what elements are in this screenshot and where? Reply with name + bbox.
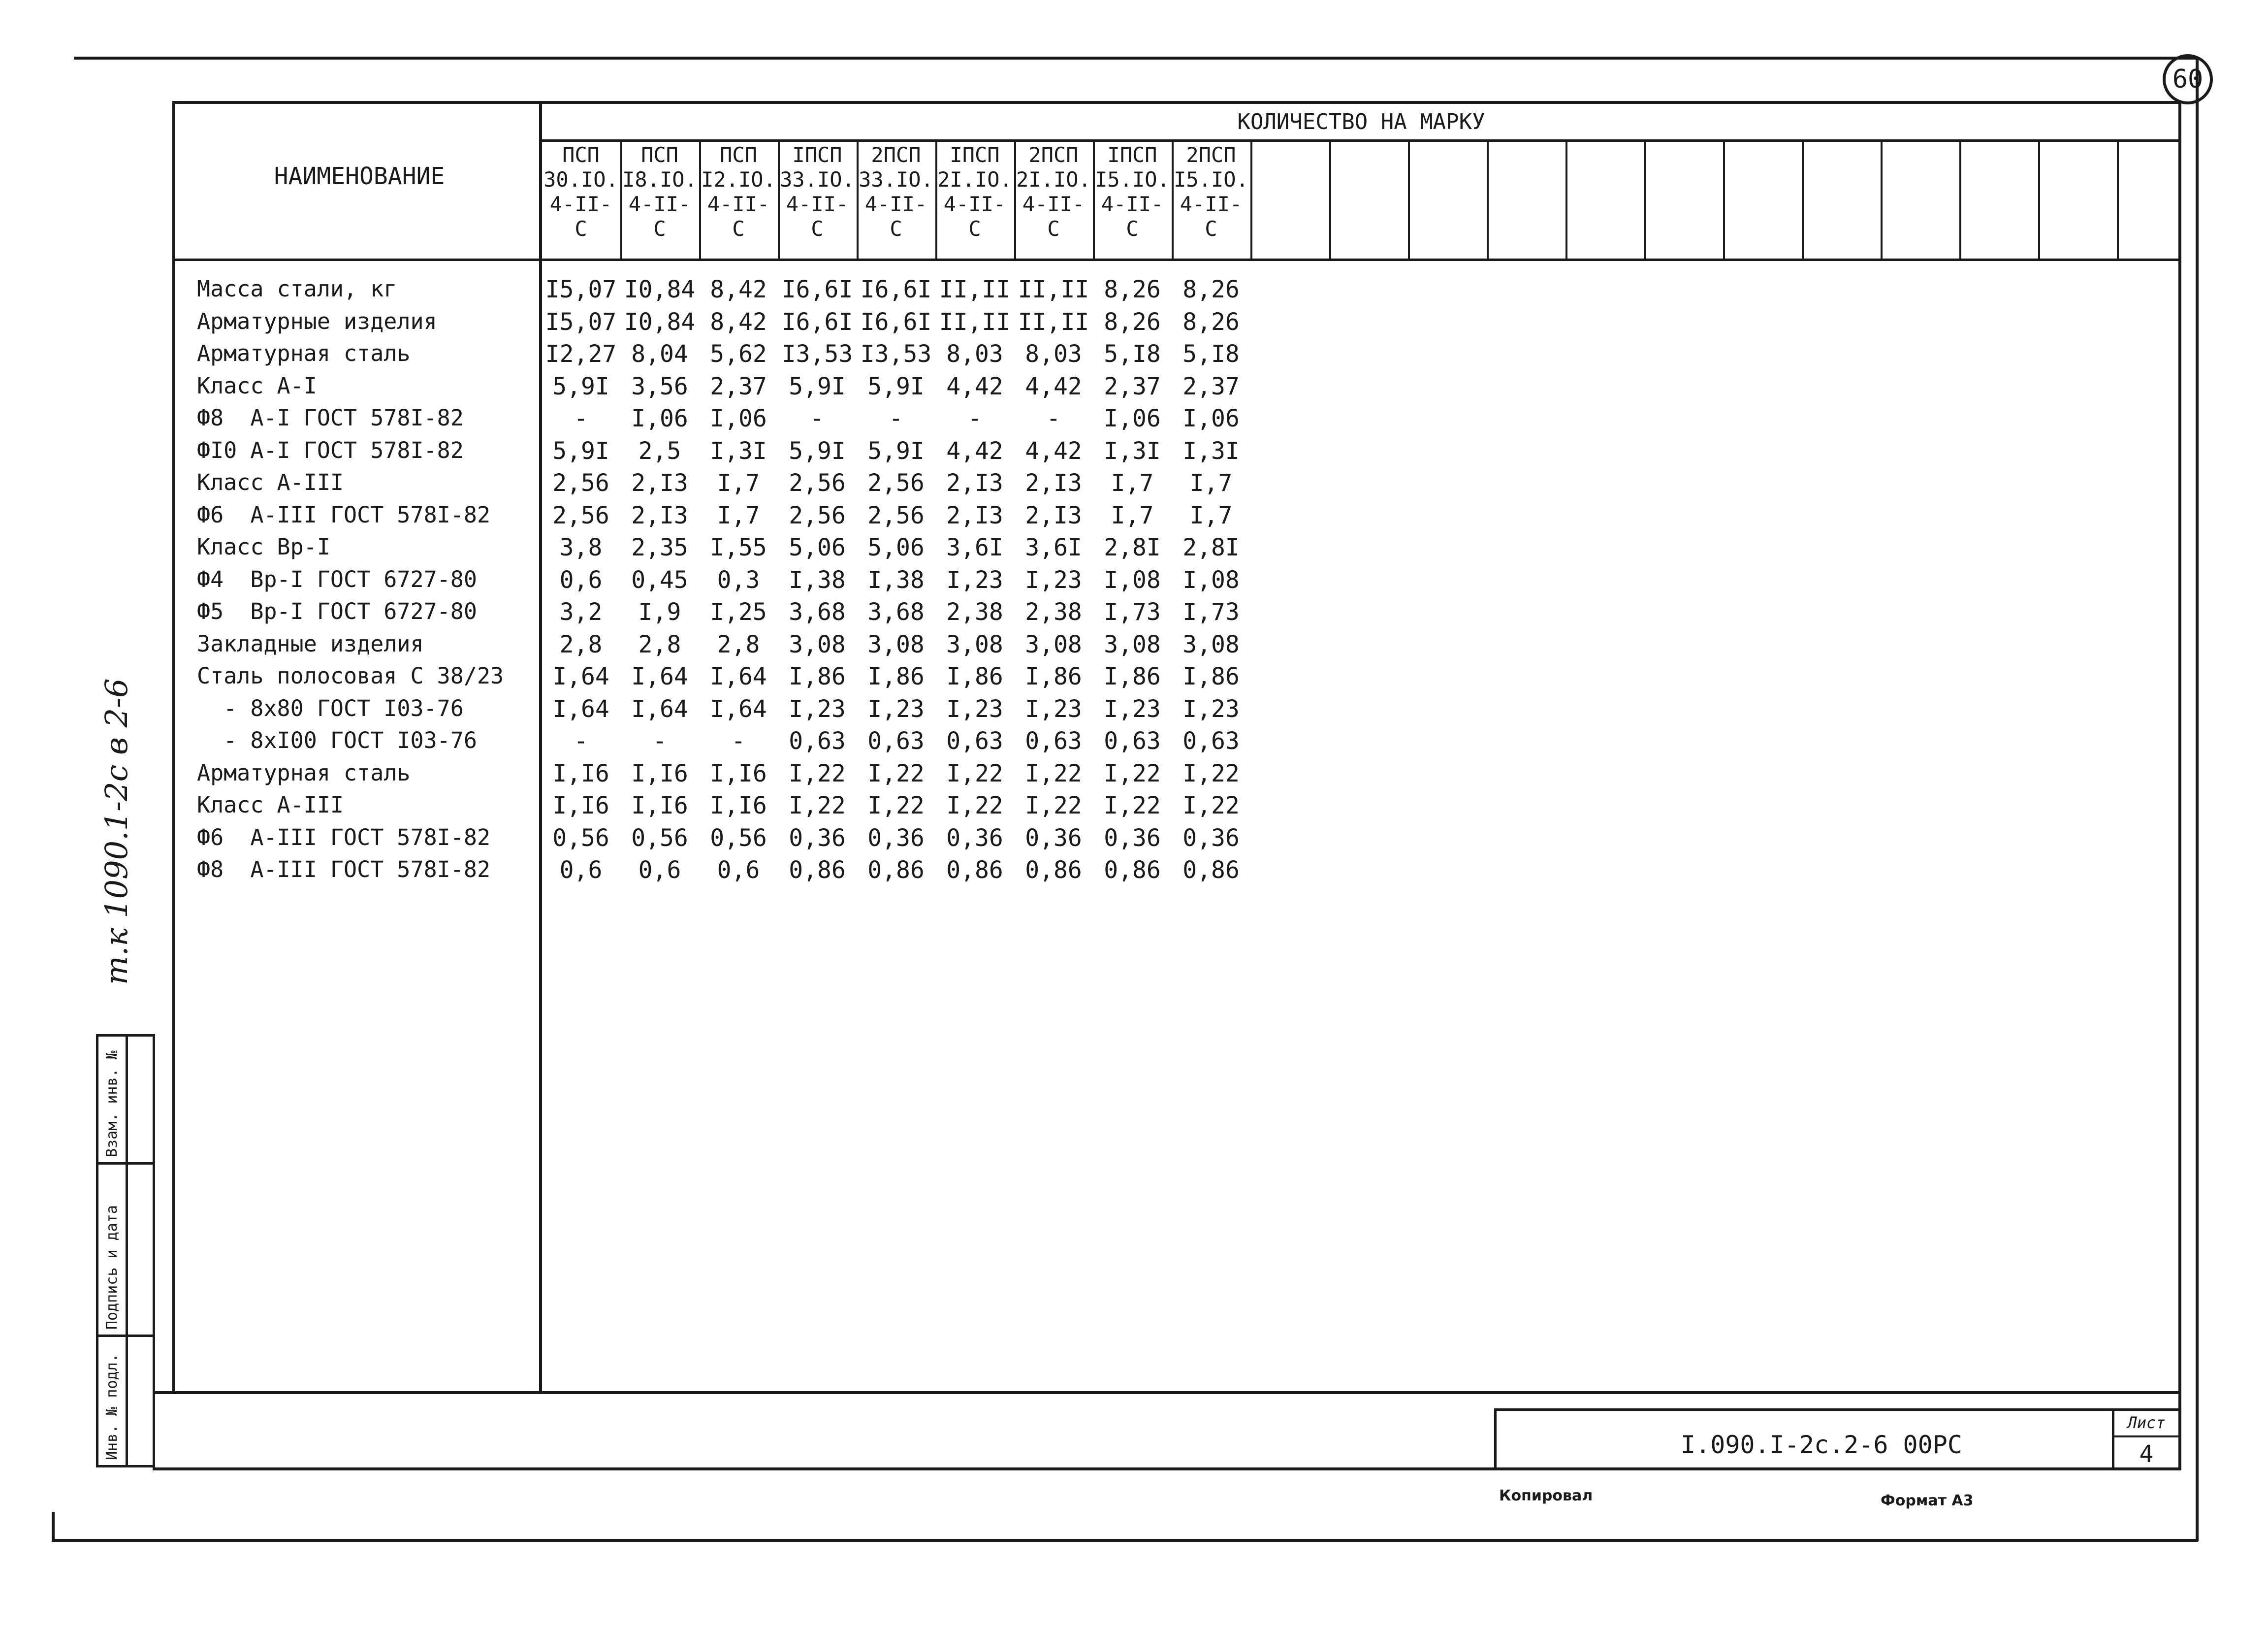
table-cell: 5,06 — [867, 534, 925, 561]
table-cell: 0,86 — [1104, 856, 1161, 884]
table-cell: 2,8 — [638, 630, 681, 658]
table-cell: I,I6 — [552, 759, 609, 787]
table-cell: I5,07 — [545, 308, 617, 336]
column-header — [1014, 143, 1093, 241]
document-designation: I.090.I-2с.2-6 00РС — [1681, 1431, 1962, 1459]
table-cell: 2,I3 — [946, 501, 1003, 529]
table-cell: 4,42 — [946, 437, 1003, 465]
column-header-line: I5.IO. — [1174, 167, 1248, 192]
column-divider — [1565, 139, 1567, 261]
sheet-cell-mid — [2112, 1435, 2181, 1437]
row-label: - 8xI00 ГОСТ I03-76 — [197, 727, 477, 753]
table-cell: I,22 — [946, 759, 1003, 787]
row-label: Арматурные изделия — [197, 308, 437, 334]
table-cell: - — [810, 405, 825, 432]
row-label: Ф4 Вр-I ГОСТ 6727-80 — [197, 566, 477, 592]
table-cell: I,22 — [1104, 792, 1161, 819]
column-header-line: 2I.IO. — [937, 167, 1012, 192]
table-cell: I,3I — [710, 437, 767, 465]
column-header-line: 4-II- — [1101, 192, 1164, 216]
table-cell: I,I6 — [631, 792, 688, 819]
table-cell: I,38 — [867, 566, 925, 594]
table-cell: I0,84 — [624, 308, 696, 336]
table-cell: 0,63 — [1104, 727, 1161, 755]
column-header-line: C — [1205, 217, 1217, 241]
table-cell: 0,36 — [1104, 824, 1161, 852]
column-header-line: C — [575, 217, 587, 241]
column-header-line: ПСП — [562, 143, 600, 167]
table-cell: 0,63 — [1025, 727, 1082, 755]
row-label: Ф8 A-III ГОСТ 578I-82 — [197, 856, 491, 882]
table-cell: 0,36 — [867, 824, 925, 852]
table-cell: 8,26 — [1104, 276, 1161, 303]
table-cell: I,25 — [710, 598, 767, 626]
table-cell: 3,08 — [1104, 630, 1161, 658]
outer-frame-left — [52, 1512, 55, 1541]
stamp-inventory-original: Инв. № подл. — [103, 1353, 121, 1460]
table-cell: I,06 — [1104, 405, 1161, 432]
table-cell: - — [652, 727, 667, 755]
table-cell: I,22 — [789, 792, 846, 819]
table-cell: 2,8 — [559, 630, 603, 658]
column-divider — [2038, 139, 2040, 261]
frame-bottom — [153, 1467, 2181, 1470]
row-label: Ф6 A-III ГОСТ 578I-82 — [197, 824, 491, 850]
table-cell: - — [1046, 405, 1061, 432]
table-cell: - — [574, 727, 588, 755]
stamp-col-mid — [126, 1034, 128, 1467]
table-cell: 2,8I — [1104, 534, 1161, 561]
table-cell: I,64 — [710, 663, 767, 690]
table-cell: 5,9I — [552, 372, 609, 400]
table-cell: 8,42 — [710, 276, 767, 303]
table-cell: I,22 — [789, 759, 846, 787]
side-document-code: т.к 1090.1-2с в 2-6 — [98, 678, 134, 985]
column-header-line: 4-II- — [1180, 192, 1243, 216]
sheet-value: 4 — [2139, 1440, 2154, 1468]
table-cell: 0,36 — [1025, 824, 1082, 852]
sheet-number-badge: 60 — [2163, 54, 2213, 104]
row-label: Ф8 A-I ГОСТ 578I-82 — [197, 405, 464, 431]
column-divider — [1959, 139, 1961, 261]
table-cell: I,23 — [789, 695, 846, 723]
sheet-label: Лист — [2127, 1413, 2166, 1432]
column-header-line: IПСП — [950, 143, 1000, 167]
table-cell: 0,6 — [559, 856, 603, 884]
inner-frame-right — [2178, 101, 2181, 1470]
table-cell: 2,I3 — [946, 469, 1003, 497]
table-cell: I6,6I — [781, 308, 853, 336]
table-cell: 2,56 — [552, 469, 609, 497]
table-cell: 5,9I — [789, 437, 846, 465]
table-cell: 5,9I — [552, 437, 609, 465]
table-cell: 2,8I — [1182, 534, 1240, 561]
stamp-sep-2 — [96, 1335, 155, 1337]
stamp-col-right — [153, 1034, 155, 1467]
table-cell: I,08 — [1104, 566, 1161, 594]
row-label: Арматурная сталь — [197, 759, 411, 786]
column-divider — [1408, 139, 1410, 261]
row-label: - 8x80 ГОСТ I03-76 — [197, 695, 464, 721]
table-cell: - — [574, 405, 588, 432]
table-cell: I,06 — [1182, 405, 1240, 432]
table-cell: 3,56 — [631, 372, 688, 400]
table-cell: 3,8 — [559, 534, 603, 561]
column-header-line: C — [1047, 217, 1060, 241]
table-cell: 2,38 — [946, 598, 1003, 626]
table-cell: I,3I — [1104, 437, 1161, 465]
table-cell: 5,9I — [867, 437, 925, 465]
column-header-line: C — [968, 217, 981, 241]
table-cell: 2,56 — [789, 469, 846, 497]
column-header-line: 4-II- — [943, 192, 1006, 216]
table-cell: 0,86 — [867, 856, 925, 884]
table-cell: 5,9I — [867, 372, 925, 400]
table-cell: 8,04 — [631, 340, 688, 368]
table-cell: I,22 — [1025, 792, 1082, 819]
table-cell: 2,38 — [1025, 598, 1082, 626]
title-block-top — [1494, 1408, 2181, 1411]
table-cell: 3,2 — [559, 598, 603, 626]
table-cell: 5,I8 — [1182, 340, 1240, 368]
column-header-line: I8.IO. — [622, 167, 697, 192]
table-cell: I,23 — [1182, 695, 1240, 723]
table-cell: 3,08 — [867, 630, 925, 658]
table-cell: I2,27 — [545, 340, 617, 368]
table-cell: I,22 — [1104, 759, 1161, 787]
table-cell: I,22 — [867, 759, 925, 787]
table-cell: 0,63 — [789, 727, 846, 755]
table-cell: 5,06 — [789, 534, 846, 561]
footer-format: Формат А3 — [1881, 1492, 1974, 1509]
table-cell: 2,I3 — [1025, 501, 1082, 529]
column-header-line: 4-II- — [786, 192, 849, 216]
table-cell: I,I6 — [710, 759, 767, 787]
inner-frame-left — [172, 101, 175, 1391]
table-cell: I,I6 — [710, 792, 767, 819]
column-header-line: C — [811, 217, 824, 241]
table-cell: I,I6 — [631, 759, 688, 787]
table-cell: I,23 — [1104, 695, 1161, 723]
table-cell: 3,08 — [789, 630, 846, 658]
table-cell: - — [889, 405, 903, 432]
table-cell: 2,37 — [710, 372, 767, 400]
table-cell: II,II — [1018, 276, 1089, 303]
table-cell: 4,42 — [1025, 437, 1082, 465]
column-divider — [1329, 139, 1331, 261]
table-cell: I3,53 — [860, 340, 932, 368]
column-divider — [1487, 139, 1489, 261]
row-label: Ф5 Вр-I ГОСТ 6727-80 — [197, 598, 477, 624]
table-cell: I,7 — [717, 469, 760, 497]
table-cell: I,64 — [552, 695, 609, 723]
table-cell: 3,08 — [946, 630, 1003, 658]
table-cell: I,86 — [1182, 663, 1240, 690]
table-cell: 0,56 — [710, 824, 767, 852]
table-cell: I,7 — [1189, 501, 1233, 529]
table-cell: I,9 — [638, 598, 681, 626]
column-divider — [1644, 139, 1646, 261]
table-cell: 0,86 — [1182, 856, 1240, 884]
header-bottom — [172, 259, 2181, 261]
table-cell: I3,53 — [781, 340, 853, 368]
table-cell: I5,07 — [545, 276, 617, 303]
table-cell: I,86 — [867, 663, 925, 690]
table-cell: 0,56 — [631, 824, 688, 852]
table-cell: I,06 — [710, 405, 767, 432]
table-cell: - — [731, 727, 746, 755]
row-label: Ф6 A-III ГОСТ 578I-82 — [197, 501, 491, 528]
table-cell: 2,I3 — [631, 469, 688, 497]
table-cell: 5,I8 — [1104, 340, 1161, 368]
table-cell: 8,26 — [1104, 308, 1161, 336]
table-cell: 2,I3 — [631, 501, 688, 529]
table-cell: I,06 — [631, 405, 688, 432]
table-cell: 0,86 — [1025, 856, 1082, 884]
column-header-line: I2.IO. — [701, 167, 776, 192]
table-cell: I,55 — [710, 534, 767, 561]
outer-frame-right — [2196, 57, 2199, 1541]
column-header-line: ПСП — [641, 143, 678, 167]
table-cell: I0,84 — [624, 276, 696, 303]
title-block-left — [1494, 1408, 1497, 1470]
outer-frame-bottom — [52, 1539, 2198, 1542]
column-header-line: IПСП — [792, 143, 842, 167]
column-header-line: 4-II- — [1022, 192, 1085, 216]
column-header-line: 4-II- — [707, 192, 770, 216]
column-header — [699, 143, 778, 241]
table-cell: 0,36 — [789, 824, 846, 852]
table-cell: I,38 — [789, 566, 846, 594]
table-cell: I,7 — [1111, 469, 1154, 497]
table-cell: 2,I3 — [1025, 469, 1082, 497]
column-header — [1172, 143, 1250, 241]
table-cell: 0,63 — [1182, 727, 1240, 755]
inner-frame-top — [172, 101, 2181, 104]
column-header-line: 4-II- — [628, 192, 691, 216]
table-cell: I,22 — [946, 792, 1003, 819]
table-cell: 0,86 — [789, 856, 846, 884]
table-cell: I,3I — [1182, 437, 1240, 465]
table-cell: 3,08 — [1182, 630, 1240, 658]
column-divider — [1250, 139, 1252, 261]
table-cell: 8,26 — [1182, 308, 1240, 336]
table-cell: I,64 — [552, 663, 609, 690]
table-cell: 8,42 — [710, 308, 767, 336]
table-cell: I,22 — [1182, 759, 1240, 787]
column-header-line: 33.IO. — [859, 167, 933, 192]
table-cell: 2,56 — [789, 501, 846, 529]
table-cell: 8,26 — [1182, 276, 1240, 303]
table-cell: I,7 — [1189, 469, 1233, 497]
row-label: Класс Вр-I — [197, 534, 330, 560]
table-cell: 3,68 — [867, 598, 925, 626]
table-cell: I,23 — [946, 566, 1003, 594]
table-cell: I,86 — [789, 663, 846, 690]
table-cell: 3,6I — [946, 534, 1003, 561]
table-cell: 4,42 — [1025, 372, 1082, 400]
table-cell: 5,9I — [789, 372, 846, 400]
table-cell: II,II — [939, 308, 1011, 336]
table-cell: 2,8 — [717, 630, 760, 658]
table-cell: 0,6 — [559, 566, 603, 594]
row-label: Масса стали, кг — [197, 276, 397, 302]
table-cell: 0,86 — [946, 856, 1003, 884]
stamp-signature-date: Подпись и дата — [103, 1205, 121, 1330]
table-cell: 0,3 — [717, 566, 760, 594]
table-cell: 2,56 — [552, 501, 609, 529]
table-cell: 2,56 — [867, 469, 925, 497]
column-header-line: 30.IO. — [543, 167, 618, 192]
table-cell: I,86 — [946, 663, 1003, 690]
row-label: ФI0 A-I ГОСТ 578I-82 — [197, 437, 464, 463]
table-cell: 4,42 — [946, 372, 1003, 400]
table-cell: I,22 — [867, 792, 925, 819]
table-cell: I6,6I — [860, 276, 932, 303]
drawing-bottom — [153, 1391, 2181, 1394]
table-cell: 0,6 — [717, 856, 760, 884]
table-cell: I,23 — [1025, 695, 1082, 723]
table-cell: 0,56 — [552, 824, 609, 852]
table-cell: I,23 — [1025, 566, 1082, 594]
table-cell: I,73 — [1182, 598, 1240, 626]
column-header-line: 2ПСП — [871, 143, 921, 167]
table-cell: I,86 — [1104, 663, 1161, 690]
stamp-sep-1 — [96, 1162, 155, 1165]
column-header-line: I5.IO. — [1095, 167, 1170, 192]
table-cell: I,86 — [1025, 663, 1082, 690]
column-header-line: 2ПСП — [1028, 143, 1079, 167]
table-cell: I,22 — [1182, 792, 1240, 819]
row-label: Класс A-III — [197, 469, 344, 495]
column-header — [620, 143, 699, 241]
table-cell: 2,35 — [631, 534, 688, 561]
table-cell: 5,62 — [710, 340, 767, 368]
row-label: Арматурная сталь — [197, 340, 411, 366]
column-header-line: C — [1126, 217, 1139, 241]
stamp-top — [96, 1034, 155, 1037]
stamp-inventory-replace: Взам. инв. № — [103, 1050, 121, 1157]
table-cell: I,08 — [1182, 566, 1240, 594]
table-cell: 0,6 — [638, 856, 681, 884]
table-cell: I,23 — [946, 695, 1003, 723]
row-label: Закладные изделия — [197, 630, 424, 657]
table-cell: 0,36 — [1182, 824, 1240, 852]
column-header — [542, 143, 620, 241]
column-header-line: C — [732, 217, 745, 241]
table-cell: I,64 — [710, 695, 767, 723]
column-divider — [1802, 139, 1804, 261]
table-cell: 0,63 — [946, 727, 1003, 755]
column-header-line: C — [890, 217, 902, 241]
column-header-line: C — [653, 217, 666, 241]
table-cell: I,23 — [867, 695, 925, 723]
footer-copied: Копировал — [1499, 1487, 1593, 1504]
table-cell: I6,6I — [781, 276, 853, 303]
table-cell: II,II — [1018, 308, 1089, 336]
table-cell: I,22 — [1025, 759, 1082, 787]
table-cell: 0,45 — [631, 566, 688, 594]
table-cell: 3,68 — [789, 598, 846, 626]
column-divider — [2117, 139, 2119, 261]
column-divider — [1723, 139, 1725, 261]
column-header — [1093, 143, 1172, 241]
header-divider-qty — [539, 139, 2181, 142]
column-header-line: 33.IO. — [780, 167, 855, 192]
quantity-header: КОЛИЧЕСТВО НА МАРКУ — [1237, 109, 1485, 134]
column-header — [935, 143, 1014, 241]
column-divider — [1881, 139, 1883, 261]
table-cell: I,64 — [631, 695, 688, 723]
column-header-line: ПСП — [720, 143, 757, 167]
row-label: Сталь полосовая С 38/23 — [197, 663, 504, 689]
table-cell: II,II — [939, 276, 1011, 303]
row-label: Класс A-I — [197, 372, 317, 399]
table-cell: 0,63 — [867, 727, 925, 755]
table-cell: - — [967, 405, 982, 432]
column-header — [778, 143, 857, 241]
table-cell: I,73 — [1104, 598, 1161, 626]
table-cell: 2,5 — [638, 437, 681, 465]
table-cell: 3,6I — [1025, 534, 1082, 561]
table-cell: 8,03 — [946, 340, 1003, 368]
column-header-line: 2I.IO. — [1016, 167, 1091, 192]
table-cell: 2,56 — [867, 501, 925, 529]
outer-frame-top — [74, 57, 2196, 60]
column-header — [857, 143, 935, 241]
table-cell: I,7 — [717, 501, 760, 529]
table-cell: I,7 — [1111, 501, 1154, 529]
table-cell: 2,37 — [1104, 372, 1161, 400]
name-column-header: НАИМЕНОВАНИЕ — [274, 163, 445, 190]
table-cell: 8,03 — [1025, 340, 1082, 368]
table-cell: 0,36 — [946, 824, 1003, 852]
column-header-line: 4-II- — [864, 192, 927, 216]
table-cell: I6,6I — [860, 308, 932, 336]
table-cell: 3,08 — [1025, 630, 1082, 658]
stamp-col-left — [96, 1034, 98, 1467]
column-header-line: 2ПСП — [1186, 143, 1236, 167]
table-cell: I,64 — [631, 663, 688, 690]
column-header-line: 4-II- — [549, 192, 612, 216]
column-header-line: IПСП — [1107, 143, 1157, 167]
table-cell: I,I6 — [552, 792, 609, 819]
row-label: Класс A-III — [197, 792, 344, 818]
table-cell: 2,37 — [1182, 372, 1240, 400]
stamp-bottom — [96, 1465, 155, 1467]
